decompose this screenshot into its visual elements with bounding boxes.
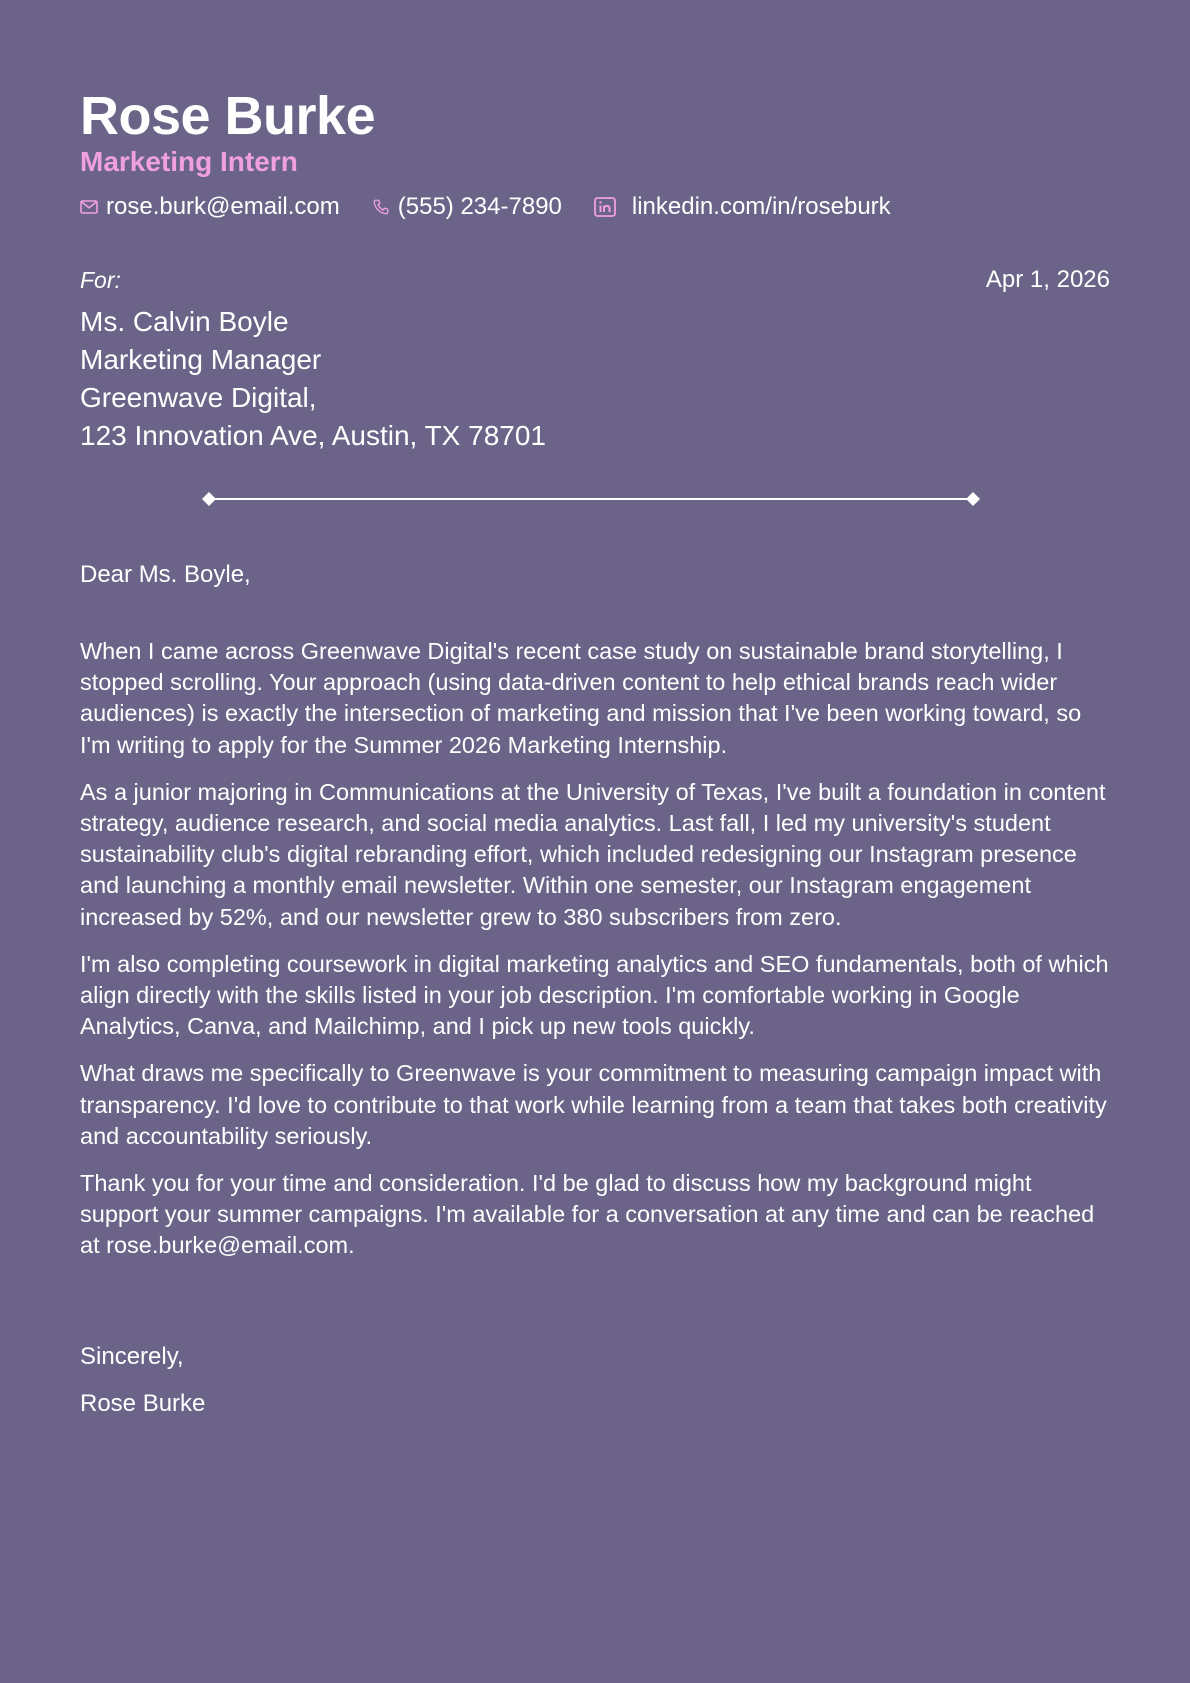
recipient-address: 123 Innovation Ave, Austin, TX 78701	[80, 420, 546, 451]
linkedin-icon	[594, 197, 616, 217]
contact-phone[interactable]	[372, 190, 562, 224]
phone-icon	[372, 198, 390, 216]
body-paragraph: Thank you for your time and consideration. I'd be glad to discuss how my background might support your summer campaigns. I'm available for a conversation at any time and can be reached at rose.burke@email.com.	[80, 1170, 1095, 1259]
divider	[201, 489, 981, 509]
contact-email[interactable]	[80, 190, 340, 224]
body-paragraph: As a junior majoring in Communications at the University of Texas, I've built a foundation in content strategy, audience research, and social media analytics. Last fall, I led my university's student sustainability club's digital rebranding effort, which included redesigning our Instagram presence and launching a monthly email newsletter. Within one semester, our Instagram engagement increased by 52%, and our newsletter grew to 380 subscribers from zero.	[80, 778, 1106, 930]
contact-linkedin[interactable]	[594, 190, 891, 224]
greeting: Dear Ms. Boyle,	[80, 561, 251, 588]
letter-date: Apr 1, 2026	[985, 266, 1110, 293]
cover-letter	[80, 0, 1110, 1683]
signature: Rose Burke	[80, 1390, 206, 1417]
body-paragraph: I'm also completing coursework in digital marketing analytics and SEO fundamentals, both of which align directly with the skills listed in your job description. I'm comfortable working in Google Analytics, Canva, and Mailchimp, and I pick up new tools quickly.	[80, 950, 1109, 1040]
applicant-role: Marketing Intern	[80, 146, 298, 177]
closing: Sincerely,	[80, 1343, 184, 1370]
recipient-company: Greenwave Digital,	[80, 382, 317, 413]
recipient-name: Ms. Calvin Boyle	[80, 306, 289, 337]
recipient-title: Marketing Manager	[80, 344, 322, 375]
body-paragraph: When I came across Greenwave Digital's recent case study on sustainable brand storytelling, I stopped scrolling. Your approach (using data-driven content to help ethical brands reach wider audiences) is exactly the intersection of marketing and mission that I've been working toward, so I'm writing to apply for the Summer 2026 Marketing Internship.	[80, 638, 1082, 758]
envelope-icon	[80, 200, 98, 214]
letter-body	[80, 636, 1110, 1278]
for-label: For:	[80, 267, 121, 293]
linkedin-text[interactable]: linkedin.com/in/roseburk	[631, 193, 891, 220]
email-text[interactable]: rose.burk@email.com	[106, 193, 340, 220]
body-paragraph: What draws me specifically to Greenwave is your commitment to measuring campaign impact with transparency. I'd love to contribute to that work while learning from a team that takes both creativity and accountability seriously.	[80, 1060, 1107, 1149]
phone-text[interactable]: (555) 234-7890	[397, 193, 562, 220]
applicant-name: Rose Burke	[80, 86, 376, 146]
recipient-block	[80, 303, 546, 455]
contact-row	[80, 190, 923, 224]
